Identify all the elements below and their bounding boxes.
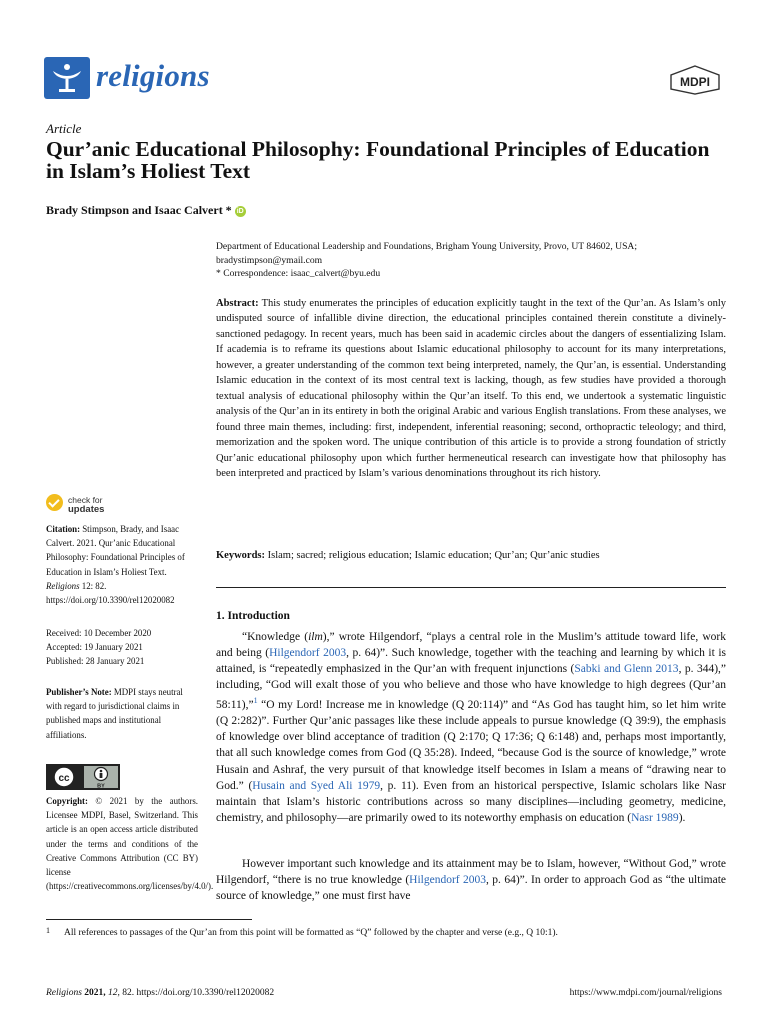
footnote-link[interactable]: 1	[253, 696, 258, 706]
citation-text: Stimpson, Brady, and Isaac Calvert. 2021. Qur’anic Educational Philosophy: Foundational Principles of Education in Islam’s Holiest Text.	[46, 524, 185, 577]
cc-by-license-icon[interactable]	[46, 764, 120, 790]
article-type: Article	[46, 121, 82, 136]
publisher-name: MDPI	[680, 75, 710, 89]
accepted-date: Accepted: 19 January 2021	[46, 642, 143, 653]
mdpi-logo[interactable]	[669, 65, 721, 95]
updates-label: updates	[68, 504, 105, 515]
intro-paragraph-1	[216, 629, 726, 826]
footnote-number: 1	[46, 926, 50, 935]
text-run: , p. 344),” including, “God will exalt those of you who believe and those who have knowledge to high degrees (Qur’an 58:11),”	[216, 663, 727, 712]
copyright-text: © 2021 by the authors. Licensee MDPI, Basel, Switzerland. This article is an open access article distributed under the terms and conditions of the Creative Commons Attribution (CC BY) license (https://creativecommons.org/licenses/by/4.0/).	[46, 796, 214, 892]
text-run: However important such knowledge and its attainment may be to Islam, however, “Without God,” wrote Hilgendorf, “there is no true knowledge (	[216, 858, 726, 887]
text-run: , p. 11). Even from an historical perspective, Islamic scholars like Nasr maintain that Islam’s historic contributions across so many disciplines—including geometry, medicine, chemistry, and philosophy—are primarily owed to its noteworthy emphasis on education (	[216, 779, 727, 824]
publisher-note	[46, 685, 198, 742]
abstract-text: This study enumerates the principles of education explicitly taught in the text of the Qur’an. As Islam’s only undisputed source of infallible divine direction, the educational principles contained therein constitute a divinely-sanctioned pedagogy. In recent years, much has been said in academic circles about the dangers of essentializing Islam. If academia is to reframe its questions about Islamic educational philosophy to account for its many interpretations, however, a greater understanding of the common text being interpreted, namely, the Qur’an, is essential. Understanding Islamic education in the context of its most central text is lacking, though, as few studies have provided a thorough textual analysis of educational philosophy within the Qur’an itself. To this end, we undertook a systematic linguistic analysis of the Qur’an in its entirety in both the original Arabic and various English translations. From these analyses, we found three main themes, including: first, independent, inferential reasoning; second, orthopractic teleology; and third, memorization and the spoken word. The unique contribution of this article is to provide a strong foundation of strictly Qur’anic educational philosophy upon which further hermeneutical research can investigate how that philosophy has been interpreted and practiced by Islam’s various denominations throughout its rich history.	[216, 298, 726, 479]
footer-journal-url[interactable]: https://www.mdpi.com/journal/religions	[569, 988, 722, 998]
text-run: “Knowledge (	[242, 631, 309, 643]
affiliation-block	[216, 240, 726, 281]
text-run: “O my Lord! Increase me in knowledge (Q 20:114)” and “As God has taught him, so let him write (Q 2:282)”. Further Qur’anic passages like these include appeals to pursue knowledge (Q 39:9), the emphasis of knowledge over blind acceptance of tradition (Q 2:170; Q 17:36; Q 6:148) and, perhaps most importantly, that all such knowledge comes from God (Q 35:28). Indeed, “because God is the source of knowledge,” wrote Husain and Ashraf, the very pursuit of that knowledge itself becomes in Islam a means of “drawing near to God.” (	[216, 699, 726, 792]
footnote	[46, 926, 726, 938]
footer-volume: 12	[108, 988, 118, 998]
copyright-block	[46, 794, 214, 893]
section-divider	[216, 587, 726, 588]
footnote-text: All references to passages of the Qur’an from this point will be formatted as “Q” followed by the chapter and verse (e.g., Q 10:1).	[64, 928, 558, 938]
keywords	[216, 548, 726, 563]
footnote-divider	[46, 919, 252, 920]
chalice-icon	[44, 57, 90, 99]
keywords-text: Islam; sacred; religious education; Islamic education; Qur’an; Qur’anic studies	[267, 550, 600, 561]
article-title: Qur’anic Educational Philosophy: Foundational Principles of Education in Islam’s Holiest Text	[46, 137, 710, 183]
journal-name[interactable]: religions	[96, 58, 210, 93]
check-label: check for	[68, 495, 103, 505]
received-date: Received: 10 December 2020	[46, 628, 152, 638]
footer-year: 2021,	[81, 988, 109, 998]
text-run: , p. 64)”. Such knowledge, together with the teaching and learning by which it is attained, is “repeatedly emphasized in the Qur’an with frequent injunctions (	[216, 647, 727, 676]
text-run: ).	[678, 811, 686, 824]
footer-journal: Religions	[46, 988, 82, 998]
footer-doi[interactable]: , 82. https://doi.org/10.3390/rel12020082	[117, 988, 275, 998]
citation-journal: Religions	[46, 580, 80, 591]
orcid-icon[interactable]: iD	[236, 208, 244, 215]
abstract	[216, 296, 726, 481]
publisher-note-text: MDPI stays neutral with regard to jurisdictional claims in published maps and institutional affiliations.	[46, 687, 183, 740]
citation-block	[46, 522, 198, 607]
text-run: ),” wrote Hilgendorf, “plays a central role in the Muslim’s attitude toward life, work and being (	[216, 631, 726, 660]
citation-volume: 12: 82.	[79, 580, 107, 591]
correspondence: * Correspondence: isaac_calvert@byu.edu	[216, 268, 381, 279]
published-date: Published: 28 January 2021	[46, 656, 145, 667]
affiliation: Department of Educational Leadership and Foundations, Brigham Young University, Provo, UT 84602, USA;	[216, 241, 638, 252]
citation-link[interactable]: Nasr 1989	[631, 811, 679, 824]
author-names: Brady Stimpson and Isaac Calvert *	[46, 203, 232, 217]
publisher-note-label: Publisher’s Note:	[46, 687, 112, 697]
svg-text:cc: cc	[58, 773, 70, 784]
check-icon	[46, 494, 63, 511]
citation-link[interactable]: Husain and Syed Ali 1979	[252, 779, 381, 792]
abstract-label: Abstract:	[216, 298, 259, 309]
citation-doi[interactable]: https://doi.org/10.3390/rel12020082	[46, 595, 175, 606]
citation-label: Citation:	[46, 524, 81, 534]
copyright-label: Copyright:	[46, 796, 88, 806]
intro-paragraph-2	[216, 856, 726, 904]
cc-by-label: BY	[97, 783, 105, 790]
author-email[interactable]: bradystimpson@ymail.com	[216, 254, 323, 266]
text-run-italic: ilm	[308, 631, 323, 643]
section-heading: 1. Introduction	[216, 610, 290, 622]
citation-link[interactable]: Hilgendorf 2003	[269, 647, 347, 660]
dates-block	[46, 626, 198, 669]
authors	[46, 203, 246, 218]
citation-link[interactable]: Hilgendorf 2003	[409, 874, 487, 887]
footer-citation	[46, 988, 274, 998]
text-run: , p. 64)”. In order to approach God as “the ultimate source of knowledge,” one must first have	[216, 874, 726, 903]
citation-link[interactable]: Sabki and Glenn 2013	[574, 663, 679, 676]
keywords-label: Keywords:	[216, 550, 265, 561]
